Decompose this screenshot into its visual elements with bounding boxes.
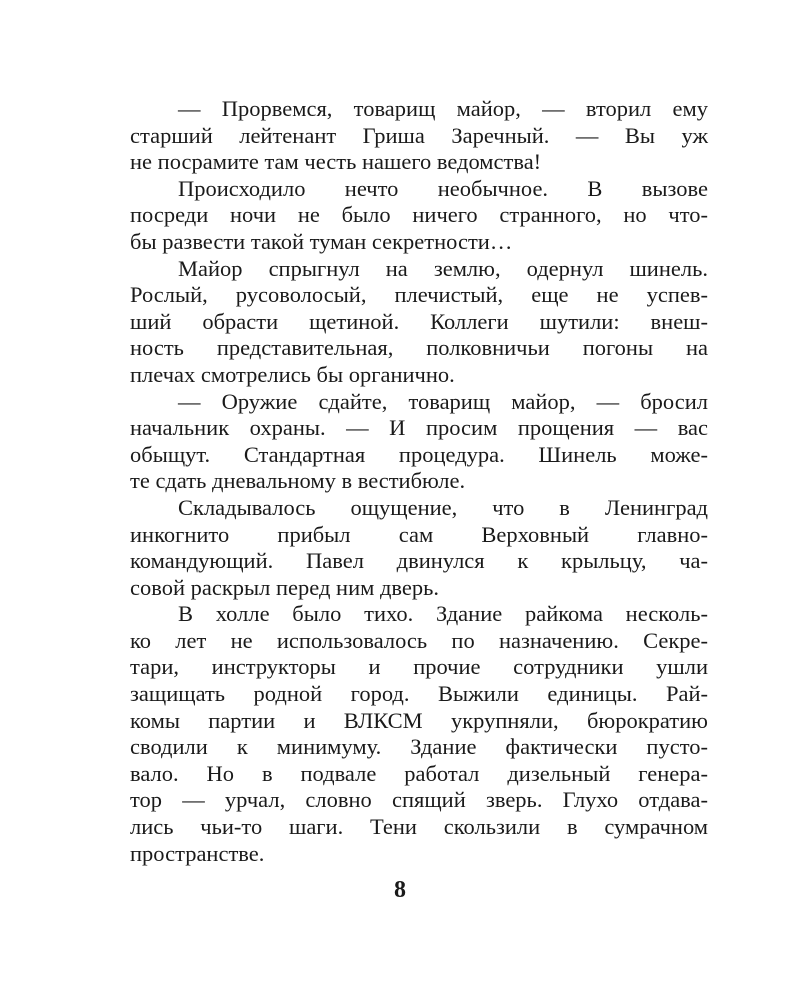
text-line: начальник охраны. — И просим прощения — вас — [130, 415, 708, 441]
text-line: плечах смотрелись бы органично. — [130, 361, 455, 387]
text-line: лись чьи-то шаги. Тени скользили в сумрачном — [130, 814, 708, 840]
text-line: бы развести такой туман секретности… — [130, 228, 513, 254]
paragraph — [130, 389, 708, 495]
text-line: — Прорвемся, товарищ майор, — вторил ему — [178, 96, 708, 121]
text-line: тари, инструкторы и прочие сотрудники ушли — [130, 654, 708, 680]
text-line: инкогнито прибыл сам Верховный главно- — [130, 521, 708, 547]
text-line: защищать родной город. Выжили единицы. Рай- — [130, 681, 708, 707]
text-line: Происходило нечто необычное. В вызове — [178, 175, 708, 201]
text-line: вало. Но в подвале работал дизельный генера- — [130, 760, 708, 786]
text-line: ко лет не использовалось по назначению. Секре- — [130, 627, 708, 653]
paragraph — [130, 601, 708, 867]
text-line: Складывалось ощущение, что в Ленинград — [178, 494, 708, 520]
text-line: — Оружие сдайте, товарищ майор, — бросил — [178, 388, 708, 414]
text-line: ность представительная, полковничьи погоны на — [130, 335, 708, 361]
text-line: сводили к минимуму. Здание фактически пусто- — [130, 734, 708, 760]
text-line: комы партии и ВЛКСМ укрупняли, бюрократию — [130, 707, 708, 733]
page-number: 8 — [394, 877, 406, 903]
text-line: Рослый, русоволосый, плечистый, еще не успев- — [130, 282, 708, 308]
page-text-body — [130, 96, 708, 867]
text-line: посреди ночи не было ничего странного, но что- — [130, 202, 708, 228]
text-line: старший лейтенант Гриша Заречный. — Вы уж — [130, 122, 708, 148]
text-line: командующий. Павел двинулся к крыльцу, ча- — [130, 548, 708, 574]
text-line: ший обрасти щетиной. Коллеги шутили: внеш- — [130, 308, 708, 334]
paragraph — [130, 96, 708, 176]
text-line: пространстве. — [130, 840, 265, 866]
paragraph — [130, 256, 708, 389]
text-line: обыщут. Стандартная процедура. Шинель може- — [130, 441, 708, 467]
text-line: Майор спрыгнул на землю, одернул шинель. — [178, 255, 708, 281]
paragraph — [130, 495, 708, 601]
paragraph — [130, 176, 708, 256]
text-line: В холле было тихо. Здание райкома несколь- — [178, 601, 708, 627]
text-line: совой раскрыл перед ним дверь. — [130, 574, 440, 600]
text-line: не посрамите там честь нашего ведомства! — [130, 149, 542, 175]
text-line: тор — урчал, словно спящий зверь. Глухо отдава- — [130, 787, 708, 813]
text-line: те сдать дневальному в вестибюле. — [130, 468, 466, 494]
